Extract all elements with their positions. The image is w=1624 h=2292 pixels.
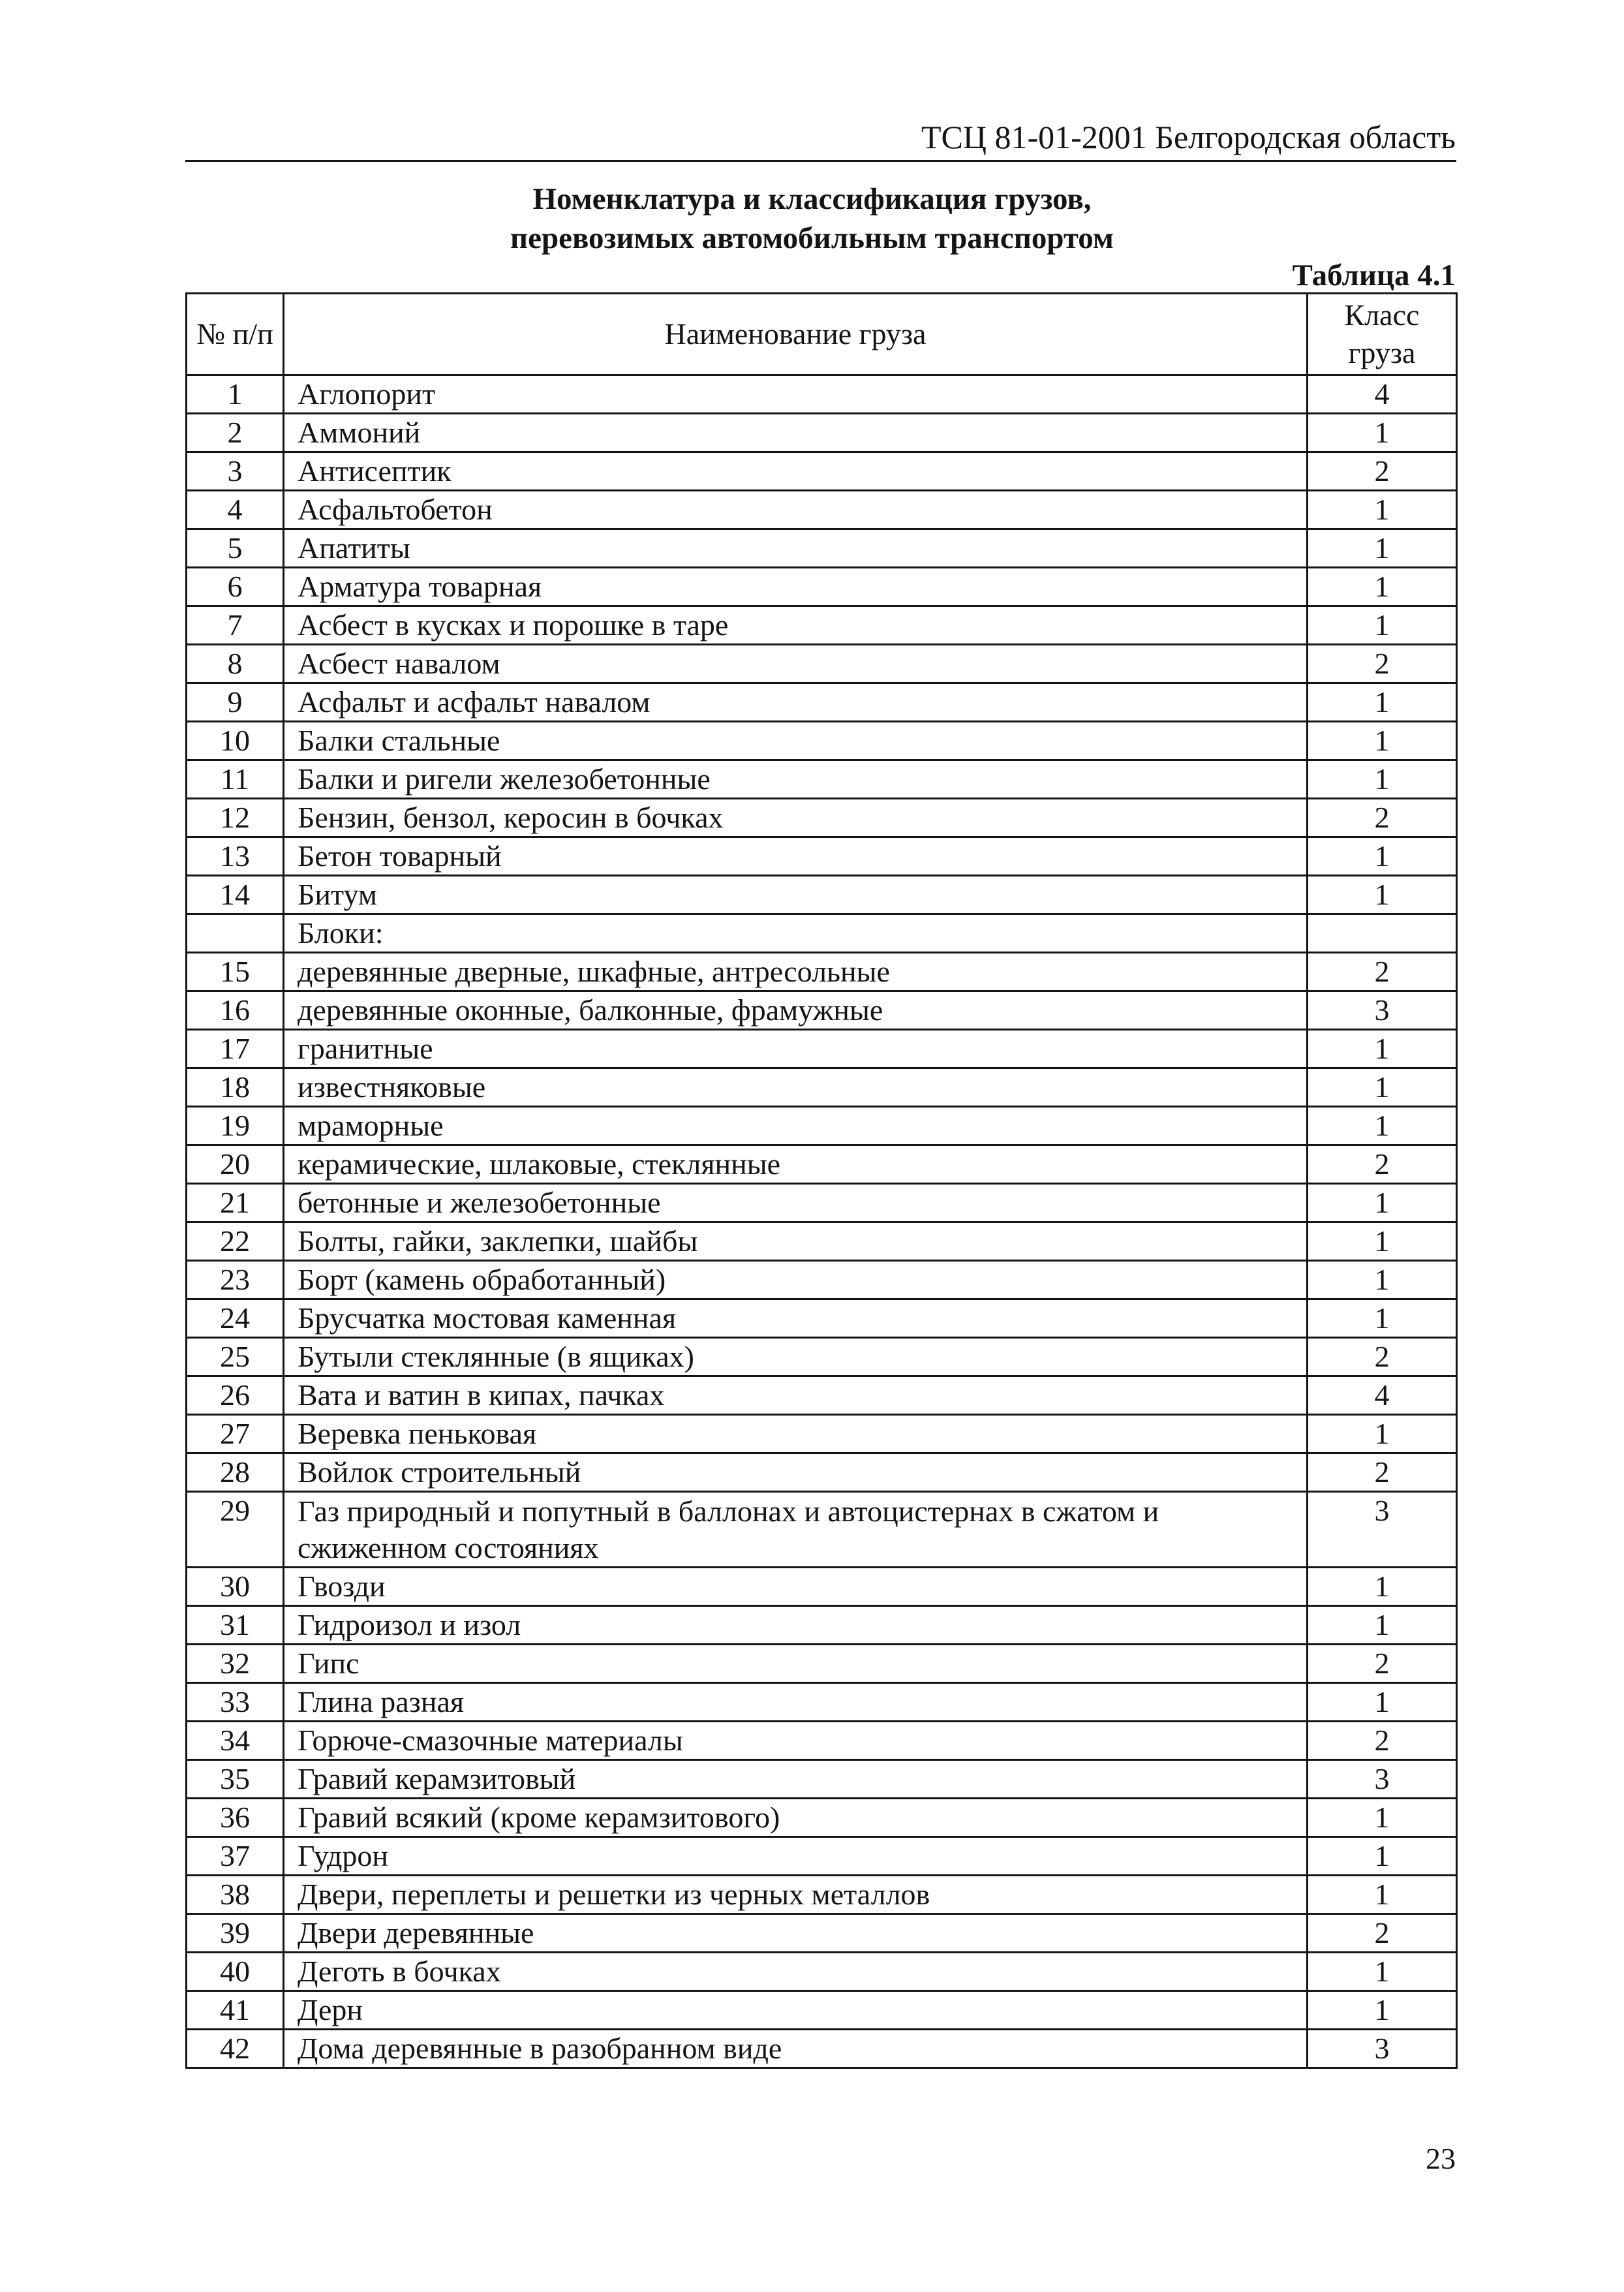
table-row bbox=[187, 837, 1457, 876]
row-number: 24 bbox=[187, 1299, 284, 1338]
cargo-class: 1 bbox=[1308, 1991, 1457, 2030]
header-class bbox=[1308, 294, 1457, 375]
cargo-name: Балки и ригели железобетонные bbox=[284, 760, 1308, 799]
table-row bbox=[187, 1299, 1457, 1338]
cargo-name: Газ природный и попутный в баллонах и автоцистернах в сжатом и сжиженном состояниях bbox=[284, 1492, 1308, 1568]
cargo-class: 1 bbox=[1308, 414, 1457, 452]
cargo-name: деревянные оконные, балконные, фрамужные bbox=[284, 991, 1308, 1030]
cargo-class: 1 bbox=[1308, 837, 1457, 876]
table-row bbox=[187, 1991, 1457, 2030]
cargo-name: Битум bbox=[284, 876, 1308, 914]
cargo-class: 1 bbox=[1308, 1799, 1457, 1837]
cargo-class: 3 bbox=[1308, 2030, 1457, 2068]
table-row bbox=[187, 760, 1457, 799]
table-row bbox=[187, 1030, 1457, 1068]
cargo-class: 1 bbox=[1308, 1299, 1457, 1338]
cargo-classification-table bbox=[185, 292, 1458, 2069]
header-name: Наименование груза bbox=[284, 294, 1308, 375]
row-number: 35 bbox=[187, 1760, 284, 1799]
row-number: 36 bbox=[187, 1799, 284, 1837]
row-number: 6 bbox=[187, 568, 284, 606]
cargo-name: Антисептик bbox=[284, 452, 1308, 491]
row-number: 18 bbox=[187, 1068, 284, 1107]
cargo-name: Войлок строительный bbox=[284, 1453, 1308, 1492]
row-number: 2 bbox=[187, 414, 284, 452]
table-body bbox=[187, 375, 1457, 2068]
cargo-class: 2 bbox=[1308, 1453, 1457, 1492]
cargo-name: Горюче-смазочные материалы bbox=[284, 1722, 1308, 1760]
cargo-name: Гудрон bbox=[284, 1837, 1308, 1876]
cargo-name: Вата и ватин в кипах, пачках bbox=[284, 1376, 1308, 1415]
row-number: 33 bbox=[187, 1683, 284, 1722]
table-row bbox=[187, 1683, 1457, 1722]
table-row bbox=[187, 914, 1457, 953]
document-reference: ТСЦ 81-01-2001 Белгородская область bbox=[921, 119, 1456, 155]
table-row bbox=[187, 683, 1457, 722]
table-row bbox=[187, 799, 1457, 837]
cargo-class: 1 bbox=[1308, 1107, 1457, 1145]
row-number: 16 bbox=[187, 991, 284, 1030]
table-row bbox=[187, 1376, 1457, 1415]
document-title-line-2: перевозимых автомобильным транспортом bbox=[510, 221, 1114, 255]
row-number: 15 bbox=[187, 953, 284, 991]
cargo-class: 1 bbox=[1308, 606, 1457, 645]
row-number: 5 bbox=[187, 529, 284, 568]
cargo-class: 1 bbox=[1308, 722, 1457, 760]
row-number: 14 bbox=[187, 876, 284, 914]
cargo-name: Асфальтобетон bbox=[284, 491, 1308, 529]
header-class-line-1: Класс bbox=[1344, 298, 1420, 332]
cargo-class: 2 bbox=[1308, 645, 1457, 683]
table-row bbox=[187, 1606, 1457, 1645]
cargo-name: известняковые bbox=[284, 1068, 1308, 1107]
table-row bbox=[187, 645, 1457, 683]
cargo-name: керамические, шлаковые, стеклянные bbox=[284, 1145, 1308, 1184]
cargo-name: гранитные bbox=[284, 1030, 1308, 1068]
table-row bbox=[187, 1222, 1457, 1261]
cargo-name: Бетон товарный bbox=[284, 837, 1308, 876]
table-row bbox=[187, 1453, 1457, 1492]
cargo-class: 1 bbox=[1308, 1876, 1457, 1914]
table-row bbox=[187, 529, 1457, 568]
cargo-name: Дерн bbox=[284, 1991, 1308, 2030]
header-divider bbox=[185, 160, 1456, 162]
table-row bbox=[187, 1492, 1457, 1568]
cargo-class: 1 bbox=[1308, 683, 1457, 722]
row-number: 20 bbox=[187, 1145, 284, 1184]
table-row bbox=[187, 1799, 1457, 1837]
cargo-name: Апатиты bbox=[284, 529, 1308, 568]
table-row bbox=[187, 1415, 1457, 1453]
cargo-class: 1 bbox=[1308, 1606, 1457, 1645]
row-number: 25 bbox=[187, 1338, 284, 1376]
cargo-class: 3 bbox=[1308, 991, 1457, 1030]
row-number: 32 bbox=[187, 1645, 284, 1683]
row-number: 21 bbox=[187, 1184, 284, 1222]
cargo-name: Асбест в кусках и порошке в таре bbox=[284, 606, 1308, 645]
cargo-name: Балки стальные bbox=[284, 722, 1308, 760]
cargo-class: 1 bbox=[1308, 529, 1457, 568]
row-number: 22 bbox=[187, 1222, 284, 1261]
row-number: 34 bbox=[187, 1722, 284, 1760]
cargo-class: 1 bbox=[1308, 1415, 1457, 1453]
page-number: 23 bbox=[1426, 2142, 1456, 2175]
cargo-class: 1 bbox=[1308, 1261, 1457, 1299]
cargo-name: Двери, переплеты и решетки из черных металлов bbox=[284, 1876, 1308, 1914]
cargo-name: Блоки: bbox=[284, 914, 1308, 953]
table-row bbox=[187, 2030, 1457, 2068]
table-row bbox=[187, 1760, 1457, 1799]
cargo-name: Арматура товарная bbox=[284, 568, 1308, 606]
cargo-name: Бутыли стеклянные (в ящиках) bbox=[284, 1338, 1308, 1376]
cargo-name: бетонные и железобетонные bbox=[284, 1184, 1308, 1222]
header-class-line-2: груза bbox=[1348, 336, 1416, 369]
table-row bbox=[187, 953, 1457, 991]
row-number: 38 bbox=[187, 1876, 284, 1914]
cargo-class: 3 bbox=[1308, 1492, 1457, 1568]
cargo-class: 1 bbox=[1308, 1837, 1457, 1876]
cargo-name: Борт (камень обработанный) bbox=[284, 1261, 1308, 1299]
cargo-class: 1 bbox=[1308, 568, 1457, 606]
row-number bbox=[187, 914, 284, 953]
cargo-class: 3 bbox=[1308, 1760, 1457, 1799]
cargo-name: Гипс bbox=[284, 1645, 1308, 1683]
table-row bbox=[187, 1876, 1457, 1914]
row-number: 37 bbox=[187, 1837, 284, 1876]
table-row bbox=[187, 452, 1457, 491]
row-number: 19 bbox=[187, 1107, 284, 1145]
row-number: 42 bbox=[187, 2030, 284, 2068]
table-row bbox=[187, 1722, 1457, 1760]
cargo-name: Болты, гайки, заклепки, шайбы bbox=[284, 1222, 1308, 1261]
cargo-name: Бензин, бензол, керосин в бочках bbox=[284, 799, 1308, 837]
cargo-class: 2 bbox=[1308, 1145, 1457, 1184]
document-title-line-1: Номенклатура и классификация грузов, bbox=[532, 182, 1092, 216]
cargo-name: Гидроизол и изол bbox=[284, 1606, 1308, 1645]
table-row bbox=[187, 606, 1457, 645]
row-number: 41 bbox=[187, 1991, 284, 2030]
table-row bbox=[187, 876, 1457, 914]
cargo-name: Гвозди bbox=[284, 1568, 1308, 1606]
table-row bbox=[187, 1837, 1457, 1876]
row-number: 12 bbox=[187, 799, 284, 837]
row-number: 8 bbox=[187, 645, 284, 683]
table-row bbox=[187, 1953, 1457, 1991]
table-row bbox=[187, 1145, 1457, 1184]
row-number: 29 bbox=[187, 1492, 284, 1568]
table-row bbox=[187, 414, 1457, 452]
table-header-row bbox=[187, 294, 1457, 375]
table-row bbox=[187, 1338, 1457, 1376]
cargo-class: 1 bbox=[1308, 1568, 1457, 1606]
cargo-class: 2 bbox=[1308, 452, 1457, 491]
cargo-class: 1 bbox=[1308, 876, 1457, 914]
table-row bbox=[187, 375, 1457, 414]
cargo-class: 2 bbox=[1308, 1645, 1457, 1683]
row-number: 27 bbox=[187, 1415, 284, 1453]
cargo-class bbox=[1308, 914, 1457, 953]
table-row bbox=[187, 1261, 1457, 1299]
cargo-name: Глина разная bbox=[284, 1683, 1308, 1722]
cargo-class: 2 bbox=[1308, 953, 1457, 991]
table-row bbox=[187, 1184, 1457, 1222]
row-number: 40 bbox=[187, 1953, 284, 1991]
row-number: 10 bbox=[187, 722, 284, 760]
cargo-name: Аммоний bbox=[284, 414, 1308, 452]
cargo-name: Веревка пеньковая bbox=[284, 1415, 1308, 1453]
cargo-name: Двери деревянные bbox=[284, 1914, 1308, 1953]
cargo-name: Деготь в бочках bbox=[284, 1953, 1308, 1991]
cargo-name: Асфальт и асфальт навалом bbox=[284, 683, 1308, 722]
row-number: 28 bbox=[187, 1453, 284, 1492]
row-number: 7 bbox=[187, 606, 284, 645]
row-number: 26 bbox=[187, 1376, 284, 1415]
row-number: 17 bbox=[187, 1030, 284, 1068]
table-row bbox=[187, 568, 1457, 606]
cargo-name: Асбест навалом bbox=[284, 645, 1308, 683]
table-row bbox=[187, 991, 1457, 1030]
cargo-class: 1 bbox=[1308, 1030, 1457, 1068]
cargo-name: Аглопорит bbox=[284, 375, 1308, 414]
cargo-class: 4 bbox=[1308, 375, 1457, 414]
cargo-name: Брусчатка мостовая каменная bbox=[284, 1299, 1308, 1338]
row-number: 11 bbox=[187, 760, 284, 799]
cargo-name: деревянные дверные, шкафные, антресольные bbox=[284, 953, 1308, 991]
row-number: 23 bbox=[187, 1261, 284, 1299]
row-number: 4 bbox=[187, 491, 284, 529]
cargo-name: Гравий керамзитовый bbox=[284, 1760, 1308, 1799]
table-row bbox=[187, 1107, 1457, 1145]
cargo-class: 2 bbox=[1308, 1338, 1457, 1376]
cargo-class: 2 bbox=[1308, 1722, 1457, 1760]
header-num: № п/п bbox=[187, 294, 284, 375]
cargo-class: 4 bbox=[1308, 1376, 1457, 1415]
table-row bbox=[187, 722, 1457, 760]
cargo-class: 1 bbox=[1308, 1184, 1457, 1222]
row-number: 3 bbox=[187, 452, 284, 491]
cargo-class: 1 bbox=[1308, 1068, 1457, 1107]
row-number: 9 bbox=[187, 683, 284, 722]
cargo-class: 1 bbox=[1308, 491, 1457, 529]
row-number: 30 bbox=[187, 1568, 284, 1606]
cargo-class: 1 bbox=[1308, 1953, 1457, 1991]
cargo-name: Дома деревянные в разобранном виде bbox=[284, 2030, 1308, 2068]
row-number: 39 bbox=[187, 1914, 284, 1953]
table-header bbox=[187, 294, 1457, 375]
table-caption: Таблица 4.1 bbox=[1292, 258, 1456, 292]
table-row bbox=[187, 1068, 1457, 1107]
cargo-class: 1 bbox=[1308, 1683, 1457, 1722]
cargo-name: Гравий всякий (кроме керамзитового) bbox=[284, 1799, 1308, 1837]
table-row bbox=[187, 491, 1457, 529]
table-row bbox=[187, 1914, 1457, 1953]
table-row bbox=[187, 1645, 1457, 1683]
cargo-class: 2 bbox=[1308, 799, 1457, 837]
cargo-class: 1 bbox=[1308, 760, 1457, 799]
row-number: 31 bbox=[187, 1606, 284, 1645]
row-number: 13 bbox=[187, 837, 284, 876]
cargo-class: 1 bbox=[1308, 1222, 1457, 1261]
cargo-class: 2 bbox=[1308, 1914, 1457, 1953]
table-row bbox=[187, 1568, 1457, 1606]
row-number: 1 bbox=[187, 375, 284, 414]
cargo-name: мраморные bbox=[284, 1107, 1308, 1145]
